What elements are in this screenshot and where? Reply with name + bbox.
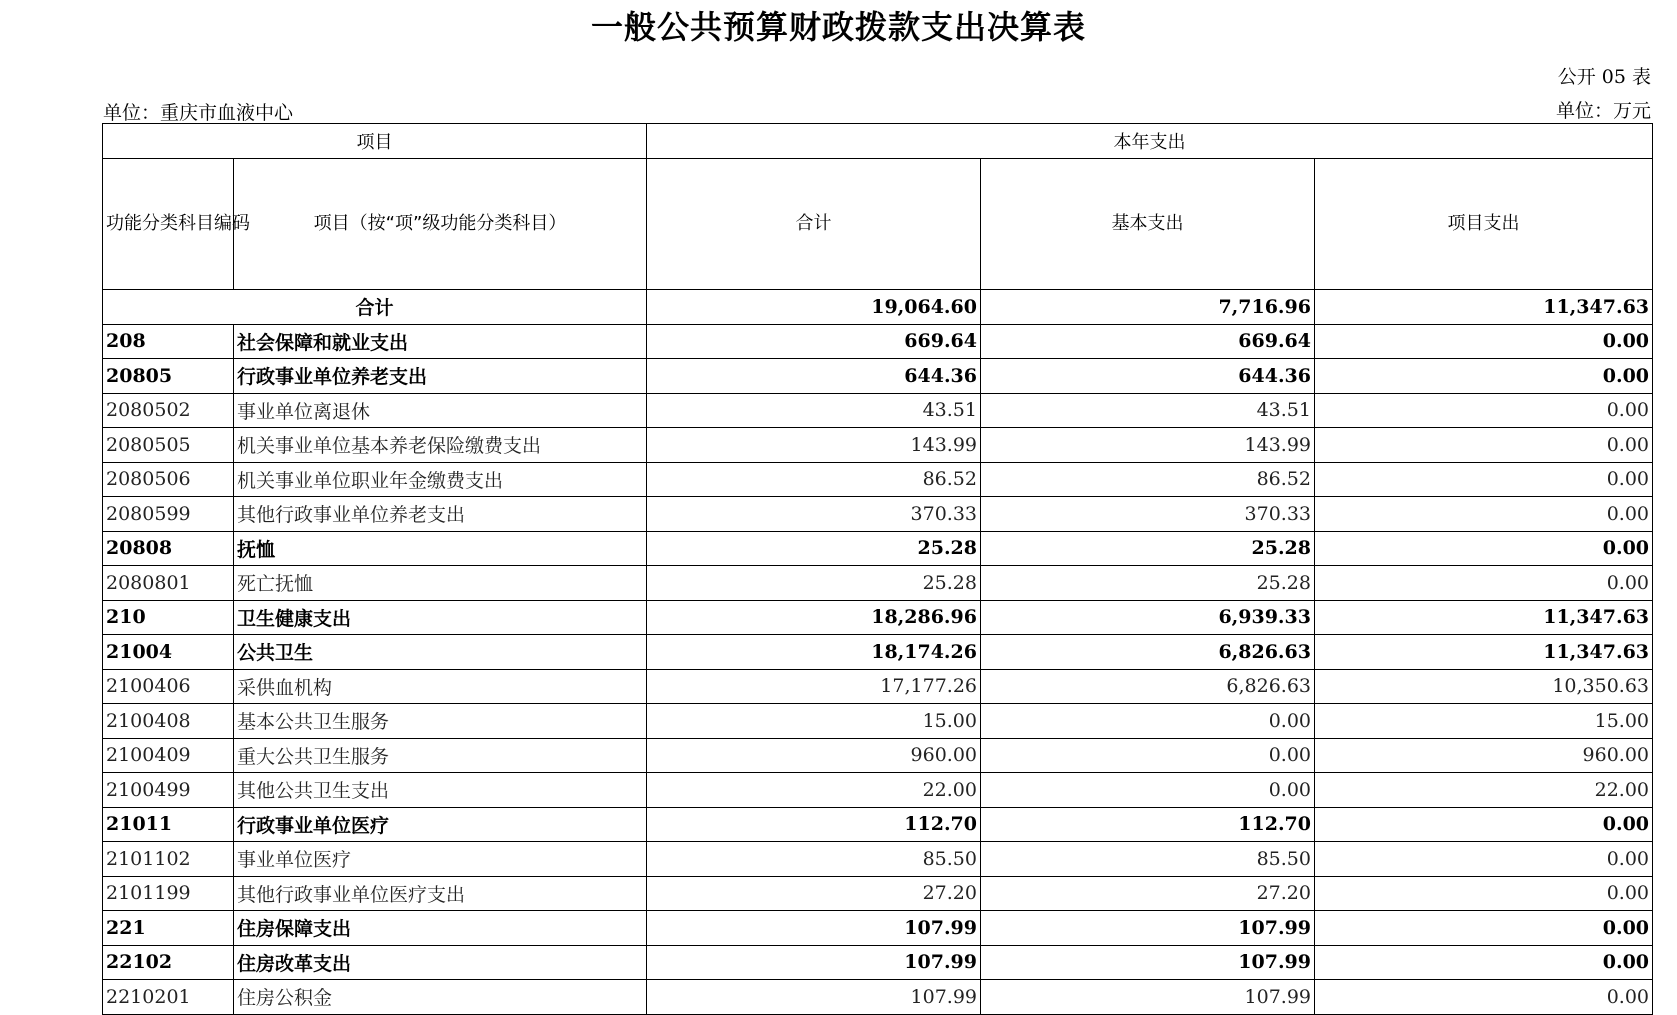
table-row [103,324,1653,359]
row-total: 107.99 [647,911,981,946]
row-basic: 107.99 [981,980,1315,1015]
row-basic: 0.00 [981,773,1315,808]
row-project: 0.00 [1315,911,1653,946]
row-code: 22102 [103,945,234,980]
table-row [103,531,1653,566]
header-row-1 [103,124,1653,159]
row-project: 0.00 [1315,428,1653,463]
row-code: 2100409 [103,738,234,773]
row-basic: 669.64 [981,324,1315,359]
row-name: 行政事业单位医疗 [234,807,647,842]
row-total: 143.99 [647,428,981,463]
row-total: 370.33 [647,497,981,532]
row-code: 2101199 [103,876,234,911]
row-name: 机关事业单位基本养老保险缴费支出 [234,428,647,463]
row-name: 事业单位医疗 [234,842,647,877]
row-project: 0.00 [1315,566,1653,601]
page-title: 一般公共预算财政拨款支出决算表 [590,8,1086,46]
header-project-exp: 项目支出 [1315,159,1653,290]
row-basic: 25.28 [981,531,1315,566]
row-basic: 6,826.63 [981,635,1315,670]
row-name: 住房改革支出 [234,945,647,980]
row-total: 43.51 [647,393,981,428]
row-name: 公共卫生 [234,635,647,670]
header-item-name: 项目（按“项”级功能分类科目） [234,159,647,290]
row-name: 卫生健康支出 [234,600,647,635]
row-code: 20805 [103,359,234,394]
row-code: 208 [103,324,234,359]
table-row [103,945,1653,980]
row-basic: 6,939.33 [981,600,1315,635]
row-name: 其他公共卫生支出 [234,773,647,808]
row-project: 11,347.63 [1315,600,1653,635]
row-basic: 0.00 [981,738,1315,773]
table-row [103,807,1653,842]
row-total: 107.99 [647,945,981,980]
header-current-year: 本年支出 [647,124,1653,159]
row-total: 15.00 [647,704,981,739]
unit-organization: 单位：重庆市血液中心 [103,102,294,124]
row-basic: 27.20 [981,876,1315,911]
table-row [103,600,1653,635]
row-code: 2080502 [103,393,234,428]
row-name: 基本公共卫生服务 [234,704,647,739]
header-basic: 基本支出 [981,159,1315,290]
row-project: 10,350.63 [1315,669,1653,704]
row-total: 112.70 [647,807,981,842]
table-row [103,462,1653,497]
total-label: 合计 [103,290,647,325]
row-basic: 43.51 [981,393,1315,428]
row-project: 0.00 [1315,945,1653,980]
row-basic: 112.70 [981,807,1315,842]
row-code: 2100499 [103,773,234,808]
row-total: 644.36 [647,359,981,394]
header-code: 功能分类科目编码 [103,159,234,290]
row-code: 2100406 [103,669,234,704]
table-row [103,393,1653,428]
row-code: 2080599 [103,497,234,532]
table-row [103,566,1653,601]
total-sum: 19,064.60 [647,290,981,325]
row-total: 18,286.96 [647,600,981,635]
row-basic: 107.99 [981,945,1315,980]
row-name: 采供血机构 [234,669,647,704]
table-row [103,738,1653,773]
total-basic: 7,716.96 [981,290,1315,325]
row-name: 行政事业单位养老支出 [234,359,647,394]
row-basic: 644.36 [981,359,1315,394]
row-code: 221 [103,911,234,946]
row-project: 0.00 [1315,842,1653,877]
row-basic: 107.99 [981,911,1315,946]
expenditure-table [102,123,1653,1015]
table-row [103,635,1653,670]
row-code: 2210201 [103,980,234,1015]
row-total: 25.28 [647,566,981,601]
row-name: 住房保障支出 [234,911,647,946]
row-project: 0.00 [1315,807,1653,842]
total-row [103,290,1653,325]
table-row [103,669,1653,704]
header-project: 项目 [103,124,647,159]
row-code: 210 [103,600,234,635]
row-project: 22.00 [1315,773,1653,808]
row-total: 27.20 [647,876,981,911]
table-row [103,980,1653,1015]
row-basic: 85.50 [981,842,1315,877]
row-project: 0.00 [1315,876,1653,911]
row-code: 21011 [103,807,234,842]
row-basic: 6,826.63 [981,669,1315,704]
table-row [103,704,1653,739]
row-basic: 143.99 [981,428,1315,463]
row-basic: 0.00 [981,704,1315,739]
row-code: 2080505 [103,428,234,463]
row-project: 0.00 [1315,393,1653,428]
row-total: 86.52 [647,462,981,497]
row-project: 0.00 [1315,462,1653,497]
row-total: 17,177.26 [647,669,981,704]
row-project: 0.00 [1315,359,1653,394]
table-row [103,428,1653,463]
row-name: 其他行政事业单位医疗支出 [234,876,647,911]
row-code: 2080506 [103,462,234,497]
row-basic: 25.28 [981,566,1315,601]
row-total: 107.99 [647,980,981,1015]
row-total: 85.50 [647,842,981,877]
row-name: 社会保障和就业支出 [234,324,647,359]
row-name: 其他行政事业单位养老支出 [234,497,647,532]
row-code: 2101102 [103,842,234,877]
table-row [103,359,1653,394]
row-name: 机关事业单位职业年金缴费支出 [234,462,647,497]
row-project: 11,347.63 [1315,635,1653,670]
row-name: 住房公积金 [234,980,647,1015]
row-name: 死亡抚恤 [234,566,647,601]
row-project: 0.00 [1315,497,1653,532]
total-project: 11,347.63 [1315,290,1653,325]
row-total: 18,174.26 [647,635,981,670]
unit-currency: 单位：万元 [1555,100,1651,122]
row-code: 2080801 [103,566,234,601]
row-total: 25.28 [647,531,981,566]
row-total: 669.64 [647,324,981,359]
header-row-2 [103,159,1653,290]
table-row [103,773,1653,808]
row-name: 重大公共卫生服务 [234,738,647,773]
row-project: 0.00 [1315,324,1653,359]
row-basic: 86.52 [981,462,1315,497]
table-row [103,842,1653,877]
table-row [103,911,1653,946]
row-code: 20808 [103,531,234,566]
row-project: 15.00 [1315,704,1653,739]
table-row [103,497,1653,532]
row-code: 2100408 [103,704,234,739]
row-basic: 370.33 [981,497,1315,532]
row-name: 事业单位离退休 [234,393,647,428]
row-total: 960.00 [647,738,981,773]
table-row [103,876,1653,911]
row-project: 960.00 [1315,738,1653,773]
row-code: 21004 [103,635,234,670]
row-total: 22.00 [647,773,981,808]
form-number: 公开 05 表 [1557,66,1651,88]
row-name: 抚恤 [234,531,647,566]
row-project: 0.00 [1315,531,1653,566]
row-project: 0.00 [1315,980,1653,1015]
header-total: 合计 [647,159,981,290]
